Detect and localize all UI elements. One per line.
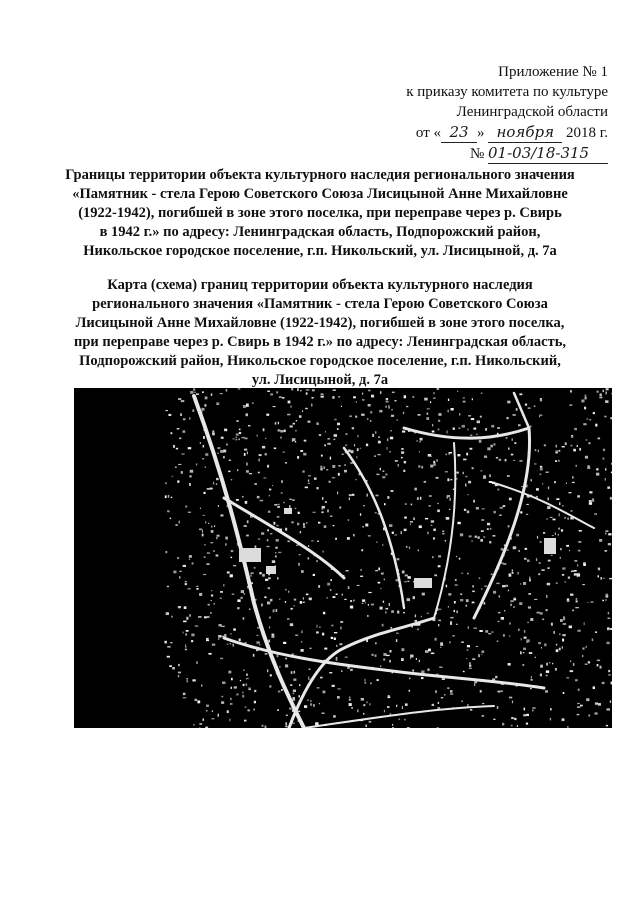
heading-line: (1922-1942), погибшей в зоне этого поселка, при переправе через р. Свирь <box>78 205 562 221</box>
aerial-map-image <box>74 388 612 728</box>
date-mid: » <box>477 125 485 141</box>
date-year: 2018 г. <box>566 125 608 141</box>
date-prefix: от « <box>415 125 442 141</box>
map-heading <box>60 276 580 390</box>
date-month-handwritten: ноября <box>488 122 562 143</box>
appendix-number <box>348 143 608 164</box>
map-heading-line: Лисицыной Анне Михайловне (1922-1942), погибшей в зоне этого поселка, <box>75 315 565 331</box>
date-day-handwritten: 23 <box>441 122 477 143</box>
heading-line: Никольское городское поселение, г.п. Никольский, ул. Лисицыной, д. 7а <box>83 243 557 259</box>
document-heading <box>60 166 580 261</box>
appendix-region: Ленинградской области <box>456 104 608 120</box>
heading-line: Границы территории объекта культурного наследия регионального значения <box>65 167 575 183</box>
heading-line: «Памятник - стела Герою Советского Союза Лисицыной Анне Михайловне <box>72 186 568 202</box>
appendix-order-ref: к приказу комитета по культуре <box>406 84 608 100</box>
number-handwritten: 01-03/18-315 <box>488 143 608 164</box>
map-heading-line: при переправе через р. Свирь в 1942 г.» по адресу: Ленинградская область, <box>73 334 567 350</box>
appendix-block <box>348 62 608 164</box>
number-prefix: № <box>469 146 485 162</box>
map-heading-line: Карта (схема) границ территории объекта культурного наследия <box>107 277 533 293</box>
appendix-date <box>348 122 608 143</box>
aerial-map-graphic <box>74 388 612 728</box>
map-heading-line: ул. Лисицыной, д. 7а <box>251 372 389 388</box>
appendix-title: Приложение № 1 <box>498 64 608 80</box>
map-heading-line: Подпорожский район, Никольское городское поселение, г.п. Никольский, <box>79 353 561 369</box>
map-heading-line: регионального значения «Памятник - стела Герою Советского Союза <box>92 296 548 312</box>
heading-line: в 1942 г.» по адресу: Ленинградская область, Подпорожский район, <box>99 224 541 240</box>
